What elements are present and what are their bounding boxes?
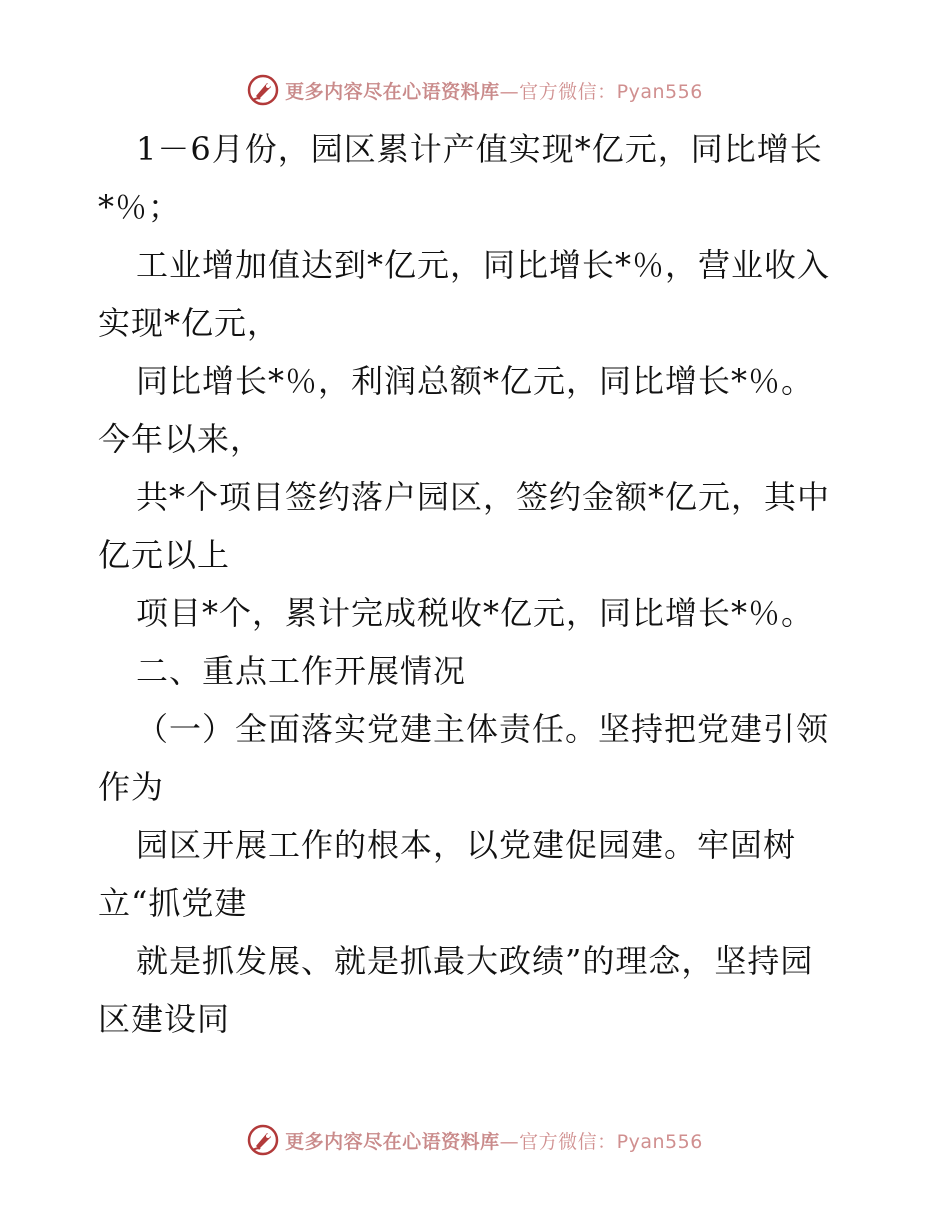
body-line: 区建设同: [98, 1000, 231, 1038]
body-line: *％；: [98, 188, 182, 226]
watermark-text: [285, 1127, 703, 1154]
body-line: 亿元以上: [98, 536, 231, 574]
watermark-text: [285, 77, 703, 104]
body-line: 就是抓发展、就是抓最大政绩”的理念，坚持园: [136, 942, 814, 980]
body-line: 1－6月份，园区累计产值实现*亿元，同比增长: [136, 130, 823, 168]
footer-watermark: [0, 1120, 950, 1160]
pen-nib-logo-icon: [247, 1124, 279, 1156]
document-body: [98, 120, 858, 1048]
body-line: 项目*个，累计完成税收*亿元，同比增长*％。: [136, 594, 815, 632]
watermark-site-text: 更多内容尽在心语资料库: [285, 1130, 500, 1153]
body-line: 同比增长*％，利润总额*亿元，同比增长*％。: [136, 362, 815, 400]
watermark-site-text: 更多内容尽在心语资料库: [285, 80, 500, 103]
body-line: 实现*亿元，: [98, 304, 281, 342]
section-heading: 二、重点工作开展情况: [136, 652, 467, 690]
body-line: 作为: [98, 768, 165, 806]
body-line: 工业增加值达到*亿元，同比增长*％，营业收入: [136, 246, 831, 284]
body-line: 共*个项目签约落户园区，签约金额*亿元，其中: [136, 478, 831, 516]
watermark-contact-text: —官方微信：Pyan556: [499, 1130, 703, 1153]
body-line: 今年以来，: [98, 420, 264, 458]
header-watermark: [0, 70, 950, 110]
body-line: 立“抓党建: [98, 884, 248, 922]
pen-nib-logo-icon: [247, 74, 279, 106]
body-line: （一）全面落实党建主体责任。坚持把党建引领: [136, 710, 830, 748]
body-line: 园区开展工作的根本，以党建促园建。牢固树: [136, 826, 797, 864]
watermark-contact-text: —官方微信：Pyan556: [499, 80, 703, 103]
